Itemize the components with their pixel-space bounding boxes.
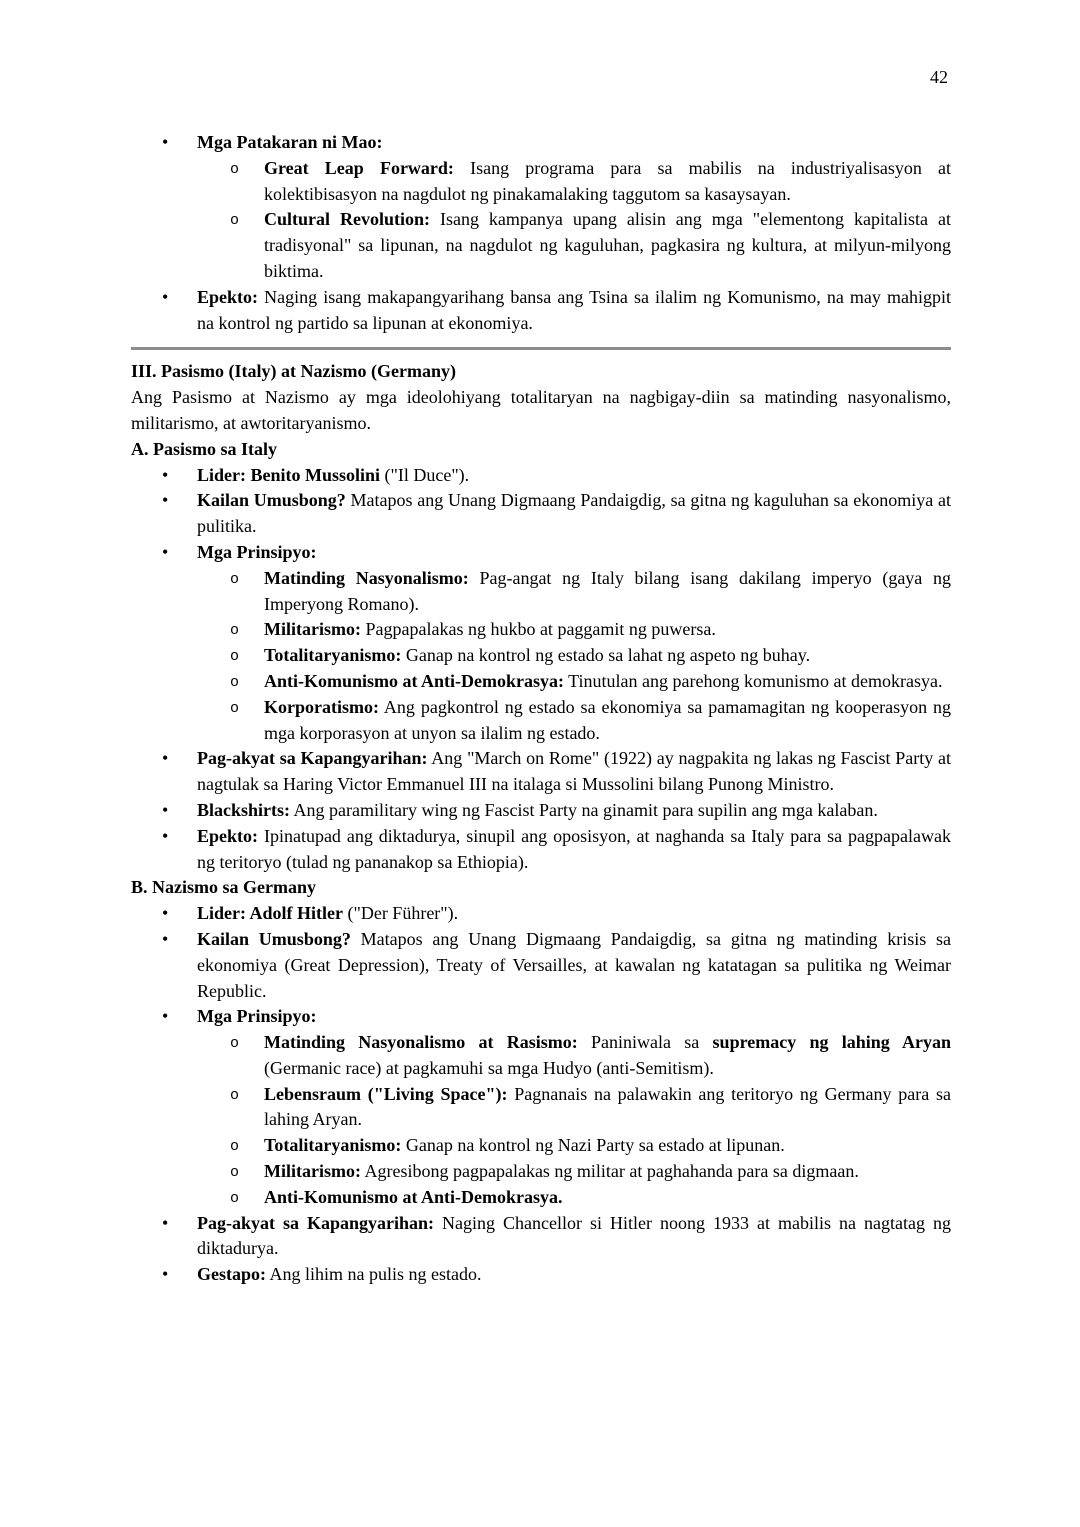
list-item: [131, 824, 951, 876]
list-item: [131, 927, 951, 1004]
text-run: Ang paramilitary wing ng Fascist Party na ginamit para supilin ang mga kalaban.: [290, 799, 878, 820]
bullet-circle-icon: o: [230, 570, 240, 588]
bullet-circle-icon: o: [230, 673, 240, 691]
list-item: [131, 617, 951, 643]
bullet-circle-icon: o: [230, 1035, 240, 1053]
text-run: Ipinatupad ang diktadurya, sinupil ang oposisyon, at naghanda sa Italy para sa pagpapalawak ng teritoryo (tulad ng pananakop sa Ethiopia).: [197, 825, 951, 872]
subsection-heading-a: [131, 437, 951, 463]
subsection-heading-b: [131, 875, 951, 901]
bullet-disc-icon: •: [162, 799, 169, 820]
bold-text: Lider: Benito Mussolini: [197, 464, 381, 485]
bold-text: Lider: Adolf Hitler: [197, 903, 343, 924]
paragraph: [131, 385, 951, 437]
text-run: Pagpapalakas ng hukbo at paggamit ng puwersa.: [360, 619, 716, 640]
list-item: [131, 695, 951, 747]
bullet-circle-icon: o: [230, 1086, 240, 1104]
bold-text: Great Leap Forward:: [264, 157, 454, 178]
list-item: [131, 669, 951, 695]
bullet-disc-icon: •: [162, 903, 169, 924]
list-item: [131, 1262, 951, 1288]
bullet-circle-icon: o: [230, 160, 240, 178]
bold-text: Blackshirts:: [197, 799, 291, 820]
bold-text: Epekto:: [197, 286, 259, 307]
text-run: Tinutulan ang parehong komunismo at demokrasya.: [564, 670, 943, 691]
bullet-disc-icon: •: [162, 490, 169, 511]
bullet-circle-icon: o: [230, 1138, 240, 1156]
bold-text: Kailan Umusbong?: [197, 490, 346, 511]
list-item: [131, 746, 951, 798]
bold-text: Totalitaryanismo:: [264, 645, 402, 666]
bullet-disc-icon: •: [162, 928, 169, 949]
text-run: Isang kampanya upang alisin ang mga "elementong kapitalista at tradisyonal" sa lipunan, na nagdulot ng kaguluhan, pagkasira ng kultura, at milyun-milyong biktima.: [264, 209, 951, 281]
bullet-disc-icon: •: [162, 1212, 169, 1233]
bold-text: Cultural Revolution:: [264, 209, 430, 230]
text-run: Ang lihim na pulis ng estado.: [266, 1264, 482, 1285]
list-item: [131, 463, 951, 489]
text-run: Ganap na kontrol ng Nazi Party sa estado at lipunan.: [401, 1135, 785, 1156]
bold-text: III. Pasismo (Italy) at Nazismo (Germany): [131, 361, 456, 382]
bold-text: Totalitaryanismo:: [264, 1135, 402, 1156]
bullet-disc-icon: •: [162, 825, 169, 846]
bullet-disc-icon: •: [162, 1006, 169, 1027]
bold-text: Epekto:: [197, 825, 259, 846]
bold-text: Militarismo:: [264, 1161, 361, 1182]
bold-text: Kailan Umusbong?: [197, 928, 351, 949]
bold-text: Militarismo:: [264, 619, 361, 640]
list-item: [131, 1030, 951, 1082]
section-heading-iii: [131, 359, 951, 385]
list-item: [131, 566, 951, 618]
text-run: Matapos ang Unang Digmaang Pandaigdig, sa gitna ng kaguluhan sa ekonomiya at pulitika.: [197, 490, 951, 537]
bold-text: A. Pasismo sa Italy: [131, 438, 278, 459]
list-item: [131, 643, 951, 669]
list-item: [131, 207, 951, 284]
document-body: [131, 130, 951, 1288]
bold-text: Lebensraum ("Living Space"):: [264, 1083, 508, 1104]
bullet-circle-icon: o: [230, 648, 240, 666]
bullet-circle-icon: o: [230, 1189, 240, 1207]
text-run: Pag-angat ng Italy bilang isang dakilang imperyo (gaya ng Imperyong Romano).: [264, 567, 952, 614]
list-item: [131, 1211, 951, 1263]
bold-text: Anti-Komunismo at Anti-Demokrasya:: [264, 670, 564, 691]
text-run: Paniniwala sa: [577, 1032, 713, 1053]
list-item: [131, 798, 951, 824]
list-item: [131, 1082, 951, 1134]
text-run: Pagnanais na palawakin ang teritoryo ng Germany para sa lahing Aryan.: [264, 1083, 951, 1130]
bullet-circle-icon: o: [230, 1164, 240, 1182]
text-run: ("Der Führer").: [342, 903, 459, 924]
bold-text: supremacy ng lahing Aryan: [712, 1032, 952, 1053]
bullet-disc-icon: •: [162, 286, 169, 307]
list-item: [131, 1004, 951, 1030]
bold-text: Pag-akyat sa Kapangyarihan:: [197, 1212, 435, 1233]
bullet-disc-icon: •: [162, 464, 169, 485]
bold-text: Mga Prinsipyo:: [197, 541, 317, 562]
bold-text: Matinding Nasyonalismo at Rasismo:: [264, 1032, 578, 1053]
text-run: (Germanic race) at pagkamuhi sa mga Hudyo (anti-Semitism).: [264, 1057, 714, 1078]
bold-text: Mga Prinsipyo:: [197, 1006, 317, 1027]
list-item: [131, 1159, 951, 1185]
text-run: Ang "March on Rome" (1922) ay nagpakita ng lakas ng Fascist Party at nagtulak sa Haring Victor Emmanuel III na italaga si Mussolini bilang Punong Ministro.: [197, 748, 951, 795]
bold-text: Matinding Nasyonalismo:: [264, 567, 469, 588]
text-run: Ang Pasismo at Nazismo ay mga ideolohiyang totalitaryan na nagbigay-diin sa matinding nasyonalismo, militarismo, at awtoritaryanismo.: [131, 387, 951, 433]
list-item: [131, 130, 951, 156]
text-run: Naging isang makapangyarihang bansa ang Tsina sa ilalim ng Komunismo, na may mahigpit na kontrol ng partido sa lipunan at ekonomiya.: [197, 286, 951, 333]
bullet-disc-icon: •: [162, 1264, 169, 1285]
list-item: [131, 156, 951, 208]
text-run: ("Il Duce").: [380, 464, 470, 485]
bullet-circle-icon: o: [230, 622, 240, 640]
list-item: [131, 1133, 951, 1159]
bullet-circle-icon: o: [230, 212, 240, 230]
text-run: Ganap na kontrol ng estado sa lahat ng aspeto ng buhay.: [401, 645, 811, 666]
bold-text: Gestapo:: [197, 1264, 266, 1285]
bullet-circle-icon: o: [230, 699, 240, 717]
section-divider: [131, 347, 951, 350]
bullet-disc-icon: •: [162, 748, 169, 769]
text-run: Naging Chancellor si Hitler noong 1933 at mabilis na nagtatag ng diktadurya.: [197, 1212, 951, 1259]
bullet-disc-icon: •: [162, 132, 169, 152]
bold-text: Mga Patakaran ni Mao:: [197, 132, 383, 152]
list-item: [131, 540, 951, 566]
list-item: [131, 901, 951, 927]
list-item: [131, 488, 951, 540]
list-item: [131, 1185, 951, 1211]
text-run: Agresibong pagpapalakas ng militar at paghahanda para sa digmaan.: [360, 1161, 859, 1182]
page-number: 42: [930, 67, 948, 87]
text-run: Ang pagkontrol ng estado sa ekonomiya sa pamamagitan ng kooperasyon ng mga korporasyon at unyon sa ilalim ng estado.: [264, 696, 951, 743]
bullet-disc-icon: •: [162, 541, 169, 562]
bold-text: B. Nazismo sa Germany: [131, 877, 316, 898]
text-run: Matapos ang Unang Digmaang Pandaigdig, sa gitna ng matinding krisis sa ekonomiya (Great Depression), Treaty of Versailles, at kawalan ng katatagan sa pulitika ng Weimar Republic.: [197, 928, 951, 1001]
list-item: [131, 285, 951, 337]
bold-text: Anti-Komunismo at Anti-Demokrasya.: [264, 1186, 563, 1207]
bold-text: Korporatismo:: [264, 696, 379, 717]
bold-text: Pag-akyat sa Kapangyarihan:: [197, 748, 428, 769]
text-run: Isang programa para sa mabilis na industriyalisasyon at kolektibisasyon na nagdulot ng pinakamalaking taggutom sa kasaysayan.: [264, 157, 951, 204]
